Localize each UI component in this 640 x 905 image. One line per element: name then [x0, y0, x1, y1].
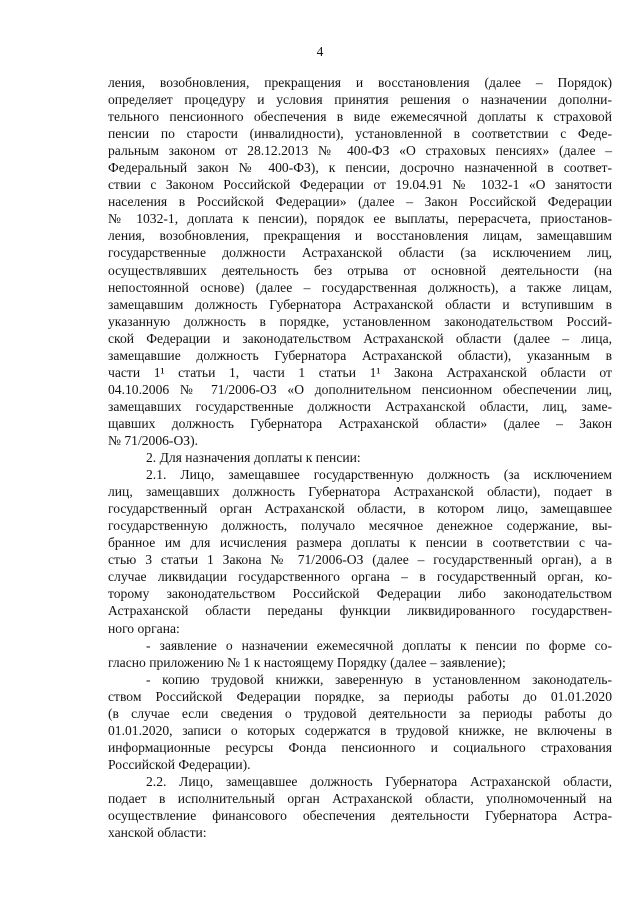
page-number: 4 [316, 44, 324, 59]
text-line: государственные должности Астраханской области (за исключением лиц, [108, 245, 612, 261]
text-line: 04.10.2006 № 71/2006-ОЗ «О дополнительном пенсионном обеспечении лиц, [108, 381, 612, 397]
text-line: 2.1. Лицо, замещавшее государственную должность (за исключением [146, 467, 612, 483]
text-line: случае ликвидации государственного органа – в государственный орган, ко- [108, 569, 612, 585]
paragraph-procedure-definition [108, 74, 612, 449]
text-line: части 1¹ статьи 1, части 1 статьи 1¹ Закона Астраханской области от [108, 364, 612, 380]
document-body [108, 74, 612, 841]
text-line: указанную должность в порядке, установленном законодательством Россий- [108, 313, 612, 329]
text-line: ления, возобновления, прекращения и восстановления лицам, замещавшим [108, 228, 612, 244]
text-line: непостоянной основе) (далее – государственная должность), а также лицам, [108, 279, 612, 295]
text-line: гласно приложению № 1 к настоящему Порядку (далее – заявление); [108, 654, 506, 670]
text-line: ской Федерации и законодательством Астраханской области (далее – лица, [108, 330, 612, 346]
text-line: информационные ресурсы Фонда пенсионного и социального страхования [108, 739, 612, 755]
paragraph-workbook-item [108, 671, 612, 773]
text-line: ления, возобновления, прекращения и восстановления (далее – Порядок) [108, 75, 612, 90]
text-line: осуществлявших деятельность без отрыва от основной деятельности (на [108, 262, 612, 278]
text-line: № 1032-1, доплата к пенсии), порядок ее выплаты, перерасчета, приостанов- [108, 211, 612, 227]
text-line: № 71/2006-ОЗ). [108, 432, 199, 448]
text-line: 01.01.2020, записи о которых содержатся в трудовой книжке, не включены в [108, 722, 612, 738]
text-line: осуществление финансового обеспечения деятельности Губернатора Астра- [108, 808, 612, 824]
text-line: лиц, замещавших должность Губернатора Астраханской области), подает в [108, 484, 612, 500]
text-line: ством Российской Федерации порядке, за периоды работы до 01.01.2020 [108, 688, 612, 704]
text-line: государственный орган Астраханской области, в котором лицо, замещавшее [108, 501, 612, 517]
text-line: - заявление о назначении ежемесячной доплаты к пенсии по форме со- [146, 637, 612, 653]
text-line: торому законодательством Российской Федерации либо законодательством [108, 586, 612, 602]
text-line: определяет процедуру и условия принятия решения о назначении дополни- [108, 92, 612, 108]
text-line: пенсии по старости (инвалидности), установленной в соответствии с Феде- [108, 126, 612, 142]
text-line: государственную должность, получало месячное денежное содержание, вы- [108, 518, 612, 534]
text-line: бранное им для исчисления размера доплаты к пенсии в соответствии с ча- [108, 535, 612, 551]
text-line: Астраханской области переданы функции ликвидированного государствен- [108, 603, 612, 619]
text-line: стью 3 статьи 1 Закона № 71/2006-ОЗ (далее – государственный орган), а в [108, 552, 612, 568]
paragraph-application-item [108, 637, 612, 671]
paragraph-item-2-2 [108, 773, 612, 841]
text-line: подает в исполнительный орган Астраханской области, уполномоченный на [108, 790, 612, 806]
text-line: 2.2. Лицо, замещавшее должность Губернатора Астраханской области, [146, 773, 612, 789]
paragraph-item-2-1 [108, 466, 612, 636]
text-line: замещавших государственные должности Астраханской области, лиц, заме- [108, 398, 612, 414]
text-line: замещавшие должность Губернатора Астраханской области), указанным в [108, 347, 612, 363]
text-line: ного органа: [108, 620, 180, 636]
text-line: тельного пенсионного обеспечения в виде ежемесячной доплаты к страховой [108, 109, 612, 125]
text-line: Федеральный закон № 400-ФЗ), к пенсии, досрочно назначенной в соответ- [108, 160, 612, 176]
text-line: (в случае если сведения о трудовой деятельности за периоды работы до [108, 705, 612, 721]
text-line: замещавшим должность Губернатора Астраханской области и вступившим в [108, 296, 612, 312]
text-line: щавших должность Губернатора Астраханской области» (далее – Закон [108, 415, 612, 431]
text-line: ствии с Законом Российской Федерации от 19.04.91 № 1032-1 «О занятости [108, 177, 612, 193]
text-line: 2. Для назначения доплаты к пенсии: [146, 450, 361, 466]
text-line: Российской Федерации). [108, 756, 251, 772]
text-line: ральным законом от 28.12.2013 № 400-ФЗ «О страховых пенсиях» (далее – [108, 143, 612, 159]
paragraph-item-2-heading [108, 449, 612, 466]
text-line: ханской области: [108, 825, 207, 841]
text-line: - копию трудовой книжки, заверенную в установленном законодатель- [146, 671, 612, 687]
text-line: населения в Российской Федерации» (далее – Закон Российской Федерации [108, 194, 612, 210]
